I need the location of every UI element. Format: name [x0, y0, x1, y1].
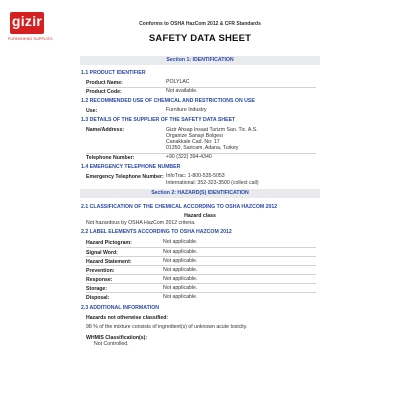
logo-tagline: FURNISHING SUPPLIES	[8, 37, 53, 41]
telephone-label: Telephone Number:	[86, 155, 135, 161]
hazard-class-label: Hazard class	[184, 213, 216, 219]
label-row-value: Not applicable.	[163, 258, 198, 264]
label-row-label: Hazard Statement:	[86, 259, 132, 265]
not-classified-text: 98 % of the mixture consists of ingredient(s) of unknown acute toxicity.	[86, 324, 248, 330]
use-value: Furniture Industry	[166, 107, 207, 113]
section2-header: Section 2: HAZARD(S) IDENTIFICATION	[80, 189, 320, 198]
label-row-label: Response:	[86, 277, 113, 283]
subsection-1-2: 1.2 RECOMMENDED USE OF CHEMICAL AND RESTRICTIONS ON USE	[81, 98, 255, 104]
emergency-phone-line: International: 352-323-3500 (collect call)	[166, 180, 259, 186]
logo-text: gizir	[11, 13, 43, 29]
telephone-value: +90 (322) 394-4340	[166, 154, 212, 160]
label-row-label: Hazard Pictogram:	[86, 240, 132, 246]
divider	[86, 292, 316, 293]
label-row-label: Signal Word:	[86, 250, 118, 256]
emergency-phone-label: Emergency Telephone Number:	[86, 174, 164, 180]
divider	[86, 247, 316, 248]
subsection-2-3: 2.3 ADDITIONAL INFORMATION	[81, 305, 160, 311]
label-row-value: Not applicable.	[163, 285, 198, 291]
product-code-value: Not available.	[166, 88, 198, 94]
label-row-label: Disposal:	[86, 295, 110, 301]
label-row-value: Not applicable.	[163, 276, 198, 282]
divider	[86, 283, 316, 284]
use-label: Use:	[86, 108, 98, 114]
address-line: Canakkale Cad. No: 17	[166, 139, 220, 145]
document-title: SAFETY DATA SHEET	[148, 33, 252, 44]
address-line: Gizir Ahsap Insaat Turizm San. Tic. A.S.	[166, 127, 258, 133]
subsection-1-1: 1.1 PRODUCT IDENTIFIER	[81, 70, 146, 76]
whmis-label: WHMIS Classification(s):	[86, 335, 148, 341]
label-row-value: Not applicable.	[163, 249, 198, 255]
product-code-label: Product Code:	[86, 89, 122, 95]
label-row-label: Storage:	[86, 286, 108, 292]
address-line: Organize Sanayi Bolgesi	[166, 133, 223, 139]
label-row-value: Not applicable.	[163, 267, 198, 273]
product-name-value: POLYLAC	[166, 79, 190, 85]
address-label: Name/Address:	[86, 127, 125, 133]
product-name-label: Product Name:	[86, 80, 123, 86]
conforms-text: Conforms to OSHA HazCom 2012 & CFR Standards	[139, 21, 261, 27]
divider	[86, 87, 316, 88]
not-classified-label: Hazards not otherwise classified:	[86, 315, 169, 321]
subsection-2-2: 2.2 LABEL ELEMENTS ACCORDING TO OSHA HAZCOM 2012	[81, 229, 232, 235]
divider	[86, 265, 316, 266]
section1-header: Section 1: IDENTIFICATION	[80, 56, 320, 65]
subsection-1-3: 1.3 DETAILS OF THE SUPPLIER OF THE SAFETY DATA SHEET	[81, 117, 236, 123]
divider	[86, 256, 316, 257]
subsection-2-1: 2.1 CLASSIFICATION OF THE CHEMICAL ACCORDING TO OSHA HAZCOM 2012	[81, 204, 278, 210]
label-row-value: Not applicable.	[163, 294, 198, 300]
label-row-label: Prevention:	[86, 268, 115, 274]
label-row-value: Not applicable.	[163, 239, 198, 245]
emergency-phone-line: InfoTrac: 1-800-535-5053	[166, 173, 225, 179]
subsection-1-4: 1.4 EMERGENCY TELEPHONE NUMBER	[81, 164, 181, 170]
hazard-class-text: Not hazardous by OSHA HazCom 2012 criteria.	[86, 220, 196, 226]
address-line: 01350, Saricam, Adana, Turkey	[166, 145, 239, 151]
whmis-value: Not Controlled.	[94, 341, 129, 347]
divider	[86, 274, 316, 275]
